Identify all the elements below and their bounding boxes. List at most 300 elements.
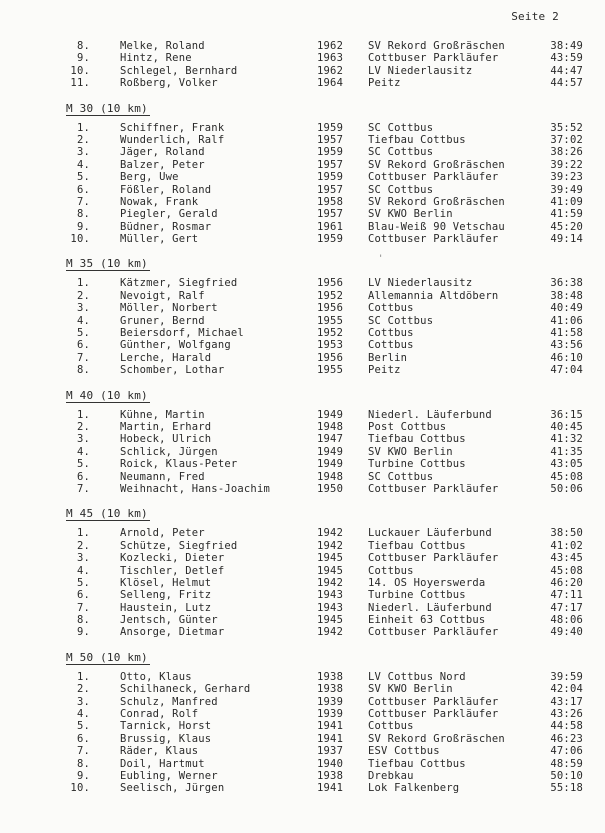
finish-time: 38:49 [550,40,583,52]
finish-time: 35:52 [550,121,583,134]
finish-time: 44:57 [550,77,583,90]
birth-year: 1962 [317,40,344,52]
result-row [66,614,601,626]
place-number: 4. [76,314,90,327]
birth-year: 1961 [317,220,344,233]
runner-name: Ansorge, Dietmar [120,626,225,639]
finish-time: 48:06 [550,614,583,627]
club-name: Cottbus [368,720,414,733]
place-number: 1. [76,670,90,683]
finish-time: 47:11 [550,589,583,602]
place-number: 3. [76,146,90,159]
finish-time: 39:22 [550,158,583,171]
result-row [66,602,601,614]
finish-time: 41:09 [550,195,583,208]
finish-time: 47:17 [550,601,583,614]
place-number: 8. [76,757,90,770]
club-name: Einheit 63 Cottbus [368,614,486,627]
club-name: Allemannia Altdöbern [368,289,499,302]
finish-time: 39:49 [550,183,583,196]
place-number: 6. [76,470,90,483]
club-name: Tiefbau Cottbus [368,539,466,552]
finish-time: 45:08 [550,470,583,483]
finish-time: 43:17 [550,695,583,708]
finish-time: 45:20 [550,220,583,233]
club-name: Peitz [368,77,401,90]
birth-year: 1957 [317,158,344,171]
birth-year: 1942 [317,576,344,589]
runner-name: Neumann, Fred [120,470,205,483]
result-row [66,577,601,589]
result-row [66,221,601,233]
club-name: SC Cottbus [368,146,434,159]
finish-time: 43:56 [550,339,583,352]
results-section [66,102,601,246]
birth-year: 1956 [317,277,344,290]
result-row [66,758,601,770]
result-row [66,745,601,757]
birth-year: 1957 [317,183,344,196]
finish-time: 47:06 [550,745,583,758]
place-number: 3. [76,302,90,315]
result-row [66,277,601,289]
birth-year: 1949 [317,408,344,421]
place-number: 5. [76,171,90,184]
place-number: 2. [76,539,90,552]
result-row [66,565,601,577]
place-number: 8. [76,40,90,52]
category-title: M 35 (10 km) [66,257,148,271]
runner-name: Hobeck, Ulrich [120,433,212,446]
place-number: 9. [76,220,90,233]
runner-name: Hintz, Rene [120,52,192,65]
runner-name: Kühne, Martin [120,408,205,421]
place-number: 3. [76,552,90,565]
birth-year: 1959 [317,233,344,246]
birth-year: 1958 [317,195,344,208]
birth-year: 1952 [317,289,344,302]
birth-year: 1938 [317,670,344,683]
runner-name: Schütze, Siegfried [120,539,238,552]
place-number: 6. [76,183,90,196]
club-name: Cottbus [368,339,414,352]
finish-time: 37:02 [550,133,583,146]
club-name: SV KWO Berlin [368,683,453,696]
runner-name: Klösel, Helmut [120,576,212,589]
place-number: 1. [76,121,90,134]
club-name: Lok Falkenberg [368,782,460,795]
results-section [66,389,601,496]
result-row [66,40,601,52]
finish-time: 41:59 [550,208,583,221]
club-name: Tiefbau Cottbus [368,757,466,770]
result-row [66,527,601,539]
club-name: Drebkau [368,769,414,782]
finish-time: 46:20 [550,576,583,589]
runner-name: Büdner, Rosmar [120,220,212,233]
runner-name: Müller, Gert [120,233,199,246]
birth-year: 1947 [317,433,344,446]
birth-year: 1948 [317,470,344,483]
runner-name: Möller, Norbert [120,302,218,315]
birth-year: 1957 [317,133,344,146]
place-number: 9. [76,626,90,639]
result-row [66,770,601,782]
result-row [66,65,601,77]
runner-name: Nowak, Frank [120,195,199,208]
stray-mark: ' [378,254,384,264]
result-row [66,352,601,364]
result-row [66,196,601,208]
place-number: 2. [76,289,90,302]
finish-time: 50:06 [550,482,583,495]
club-name: Cottbuser Parkläufer [368,708,499,721]
result-row [66,471,601,483]
result-row [66,339,601,351]
result-row [66,233,601,245]
result-row [66,421,601,433]
birth-year: 1945 [317,552,344,565]
runner-name: Brussig, Klaus [120,732,212,745]
result-row [66,683,601,695]
results-section [66,257,601,376]
birth-year: 1962 [317,64,344,77]
runner-name: Schlegel, Bernhard [120,64,238,77]
result-row [66,708,601,720]
club-name: LV Niederlausitz [368,277,473,290]
runner-name: Schulz, Manfred [120,695,218,708]
club-name: Berlin [368,351,408,364]
results-document [66,40,601,807]
birth-year: 1955 [317,314,344,327]
birth-year: 1938 [317,769,344,782]
result-row [66,433,601,445]
birth-year: 1950 [317,482,344,495]
club-name: Cottbuser Parkläufer [368,552,499,565]
place-number: 1. [76,408,90,421]
finish-time: 41:06 [550,314,583,327]
runner-name: Otto, Klaus [120,670,192,683]
birth-year: 1941 [317,720,344,733]
runner-name: Schlick, Jürgen [120,445,218,458]
place-number: 10. [70,64,90,77]
finish-time: 38:48 [550,289,583,302]
club-name: Tiefbau Cottbus [368,433,466,446]
club-name: Cottbus [368,564,414,577]
finish-time: 43:59 [550,52,583,65]
finish-time: 42:04 [550,683,583,696]
club-name: LV Niederlausitz [368,64,473,77]
club-name: SV Rekord Großräschen [368,40,505,52]
finish-time: 36:15 [550,408,583,421]
runner-name: Wunderlich, Ralf [120,133,225,146]
result-row [66,671,601,683]
place-number: 3. [76,695,90,708]
result-row [66,626,601,638]
place-number: 4. [76,445,90,458]
birth-year: 1956 [317,351,344,364]
club-name: Blau-Weiß 90 Vetschau [368,220,505,233]
finish-time: 50:10 [550,769,583,782]
club-name: SV Rekord Großräschen [368,732,505,745]
place-number: 9. [76,52,90,65]
club-name: SV KWO Berlin [368,208,453,221]
result-row [66,327,601,339]
club-name: ESV Cottbus [368,745,440,758]
birth-year: 1955 [317,364,344,377]
result-row [66,302,601,314]
place-number: 10. [70,782,90,795]
birth-year: 1939 [317,708,344,721]
finish-time: 55:18 [550,782,583,795]
club-name: Cottbus [368,302,414,315]
finish-time: 47:04 [550,364,583,377]
result-row [66,589,601,601]
runner-name: Balzer, Peter [120,158,205,171]
runner-name: Tarnick, Horst [120,720,212,733]
result-row [66,52,601,64]
finish-time: 38:50 [550,527,583,540]
category-title: M 40 (10 km) [66,388,148,402]
result-row [66,409,601,421]
club-name: SV Rekord Großräschen [368,195,505,208]
runner-name: Eubling, Werner [120,769,218,782]
birth-year: 1963 [317,52,344,65]
place-number: 10. [70,233,90,246]
result-row [66,552,601,564]
place-number: 7. [76,482,90,495]
runner-name: Jäger, Roland [120,146,205,159]
birth-year: 1956 [317,302,344,315]
finish-time: 38:26 [550,146,583,159]
result-row [66,134,601,146]
birth-year: 1953 [317,339,344,352]
club-name: SC Cottbus [368,314,434,327]
birth-year: 1949 [317,458,344,471]
place-number: 8. [76,208,90,221]
finish-time: 49:14 [550,233,583,246]
runner-name: Nevoigt, Ralf [120,289,205,302]
place-number: 2. [76,133,90,146]
finish-time: 48:59 [550,757,583,770]
club-name: Niederl. Läuferbund [368,601,492,614]
finish-time: 43:45 [550,552,583,565]
result-row [66,146,601,158]
runner-name: Räder, Klaus [120,745,199,758]
result-row [66,122,601,134]
result-row [66,208,601,220]
birth-year: 1939 [317,695,344,708]
place-number: 6. [76,589,90,602]
runner-name: Kätzmer, Siegfried [120,277,238,290]
club-name: Cottbuser Parkläufer [368,171,499,184]
result-row [66,290,601,302]
birth-year: 1937 [317,745,344,758]
runner-name: Seelisch, Jürgen [120,782,225,795]
runner-name: Schiffner, Frank [120,121,225,134]
runner-name: Kozlecki, Dieter [120,552,225,565]
runner-name: Conrad, Rolf [120,708,199,721]
birth-year: 1959 [317,146,344,159]
birth-year: 1938 [317,683,344,696]
birth-year: 1957 [317,208,344,221]
club-name: Cottbus [368,327,414,340]
runner-name: Jentsch, Günter [120,614,218,627]
birth-year: 1940 [317,757,344,770]
birth-year: 1943 [317,589,344,602]
place-number: 2. [76,683,90,696]
birth-year: 1964 [317,77,344,90]
place-number: 1. [76,277,90,290]
runner-name: Schomber, Lothar [120,364,225,377]
result-row [66,720,601,732]
results-section [66,507,601,639]
result-row [66,446,601,458]
club-name: Cottbuser Parkläufer [368,695,499,708]
finish-time: 39:59 [550,670,583,683]
place-number: 3. [76,433,90,446]
birth-year: 1943 [317,601,344,614]
birth-year: 1941 [317,732,344,745]
place-number: 5. [76,720,90,733]
category-title: M 45 (10 km) [66,507,148,521]
club-name: Cottbuser Parkläufer [368,52,499,65]
place-number: 4. [76,564,90,577]
birth-year: 1941 [317,782,344,795]
club-name: Cottbuser Parkläufer [368,233,499,246]
runner-name: Martin, Erhard [120,420,212,433]
finish-time: 41:32 [550,433,583,446]
place-number: 9. [76,769,90,782]
place-number: 5. [76,458,90,471]
finish-time: 40:45 [550,420,583,433]
place-number: 4. [76,158,90,171]
result-row [66,483,601,495]
runner-name: Schilhaneck, Gerhard [120,683,251,696]
runner-name: Roßberg, Volker [120,77,218,90]
runner-name: Selleng, Fritz [120,589,212,602]
birth-year: 1942 [317,539,344,552]
club-name: Post Cottbus [368,420,447,433]
club-name: 14. OS Hoyerswerda [368,576,486,589]
finish-time: 43:26 [550,708,583,721]
club-name: SC Cottbus [368,470,434,483]
place-number: 11. [70,77,90,90]
result-row [66,171,601,183]
birth-year: 1959 [317,171,344,184]
finish-time: 41:02 [550,539,583,552]
result-row [66,77,601,89]
birth-year: 1942 [317,626,344,639]
runner-name: Beiersdorf, Michael [120,327,244,340]
finish-time: 46:23 [550,732,583,745]
finish-time: 43:05 [550,458,583,471]
place-number: 8. [76,614,90,627]
club-name: Peitz [368,364,401,377]
club-name: SV Rekord Großräschen [368,158,505,171]
finish-time: 40:49 [550,302,583,315]
club-name: Turbine Cottbus [368,589,466,602]
runner-name: Berg, Uwe [120,171,179,184]
runner-name: Lerche, Harald [120,351,212,364]
place-number: 7. [76,601,90,614]
page-number-text: Seite 2 [511,10,559,23]
finish-time: 36:38 [550,277,583,290]
finish-time: 49:40 [550,626,583,639]
club-name: SV KWO Berlin [368,445,453,458]
finish-time: 44:58 [550,720,583,733]
birth-year: 1959 [317,121,344,134]
club-name: LV Cottbus Nord [368,670,466,683]
result-row [66,733,601,745]
club-name: Niederl. Läuferbund [368,408,492,421]
place-number: 6. [76,339,90,352]
result-row [66,364,601,376]
result-row [66,184,601,196]
results-section [66,651,601,795]
result-row [66,458,601,470]
runner-name: Haustein, Lutz [120,601,212,614]
results-section [66,40,601,90]
club-name: Tiefbau Cottbus [368,133,466,146]
finish-time: 44:47 [550,64,583,77]
birth-year: 1948 [317,420,344,433]
birth-year: 1945 [317,614,344,627]
place-number: 7. [76,351,90,364]
finish-time: 41:58 [550,327,583,340]
runner-name: Piegler, Gerald [120,208,218,221]
finish-time: 46:10 [550,351,583,364]
club-name: SC Cottbus [368,183,434,196]
place-number: 4. [76,708,90,721]
place-number: 8. [76,364,90,377]
finish-time: 45:08 [550,564,583,577]
runner-name: Fößler, Roland [120,183,212,196]
birth-year: 1949 [317,445,344,458]
club-name: Cottbuser Parkläufer [368,626,499,639]
place-number: 1. [76,527,90,540]
finish-time: 41:35 [550,445,583,458]
birth-year: 1945 [317,564,344,577]
place-number: 2. [76,420,90,433]
runner-name: Melke, Roland [120,40,205,52]
place-number: 6. [76,732,90,745]
page-number [511,10,559,23]
place-number: 7. [76,195,90,208]
category-title: M 30 (10 km) [66,101,148,115]
runner-name: Günther, Wolfgang [120,339,231,352]
runner-name: Weihnacht, Hans-Joachim [120,482,270,495]
runner-name: Gruner, Bernd [120,314,205,327]
result-row [66,315,601,327]
result-row [66,782,601,794]
runner-name: Doil, Hartmut [120,757,205,770]
place-number: 7. [76,745,90,758]
birth-year: 1952 [317,327,344,340]
runner-name: Roick, Klaus-Peter [120,458,238,471]
birth-year: 1942 [317,527,344,540]
club-name: Luckauer Läuferbund [368,527,492,540]
result-row [66,540,601,552]
club-name: Cottbuser Parkläufer [368,482,499,495]
result-row [66,696,601,708]
runner-name: Tischler, Detlef [120,564,225,577]
category-title: M 50 (10 km) [66,650,148,664]
runner-name: Arnold, Peter [120,527,205,540]
club-name: Turbine Cottbus [368,458,466,471]
club-name: SC Cottbus [368,121,434,134]
result-row [66,159,601,171]
